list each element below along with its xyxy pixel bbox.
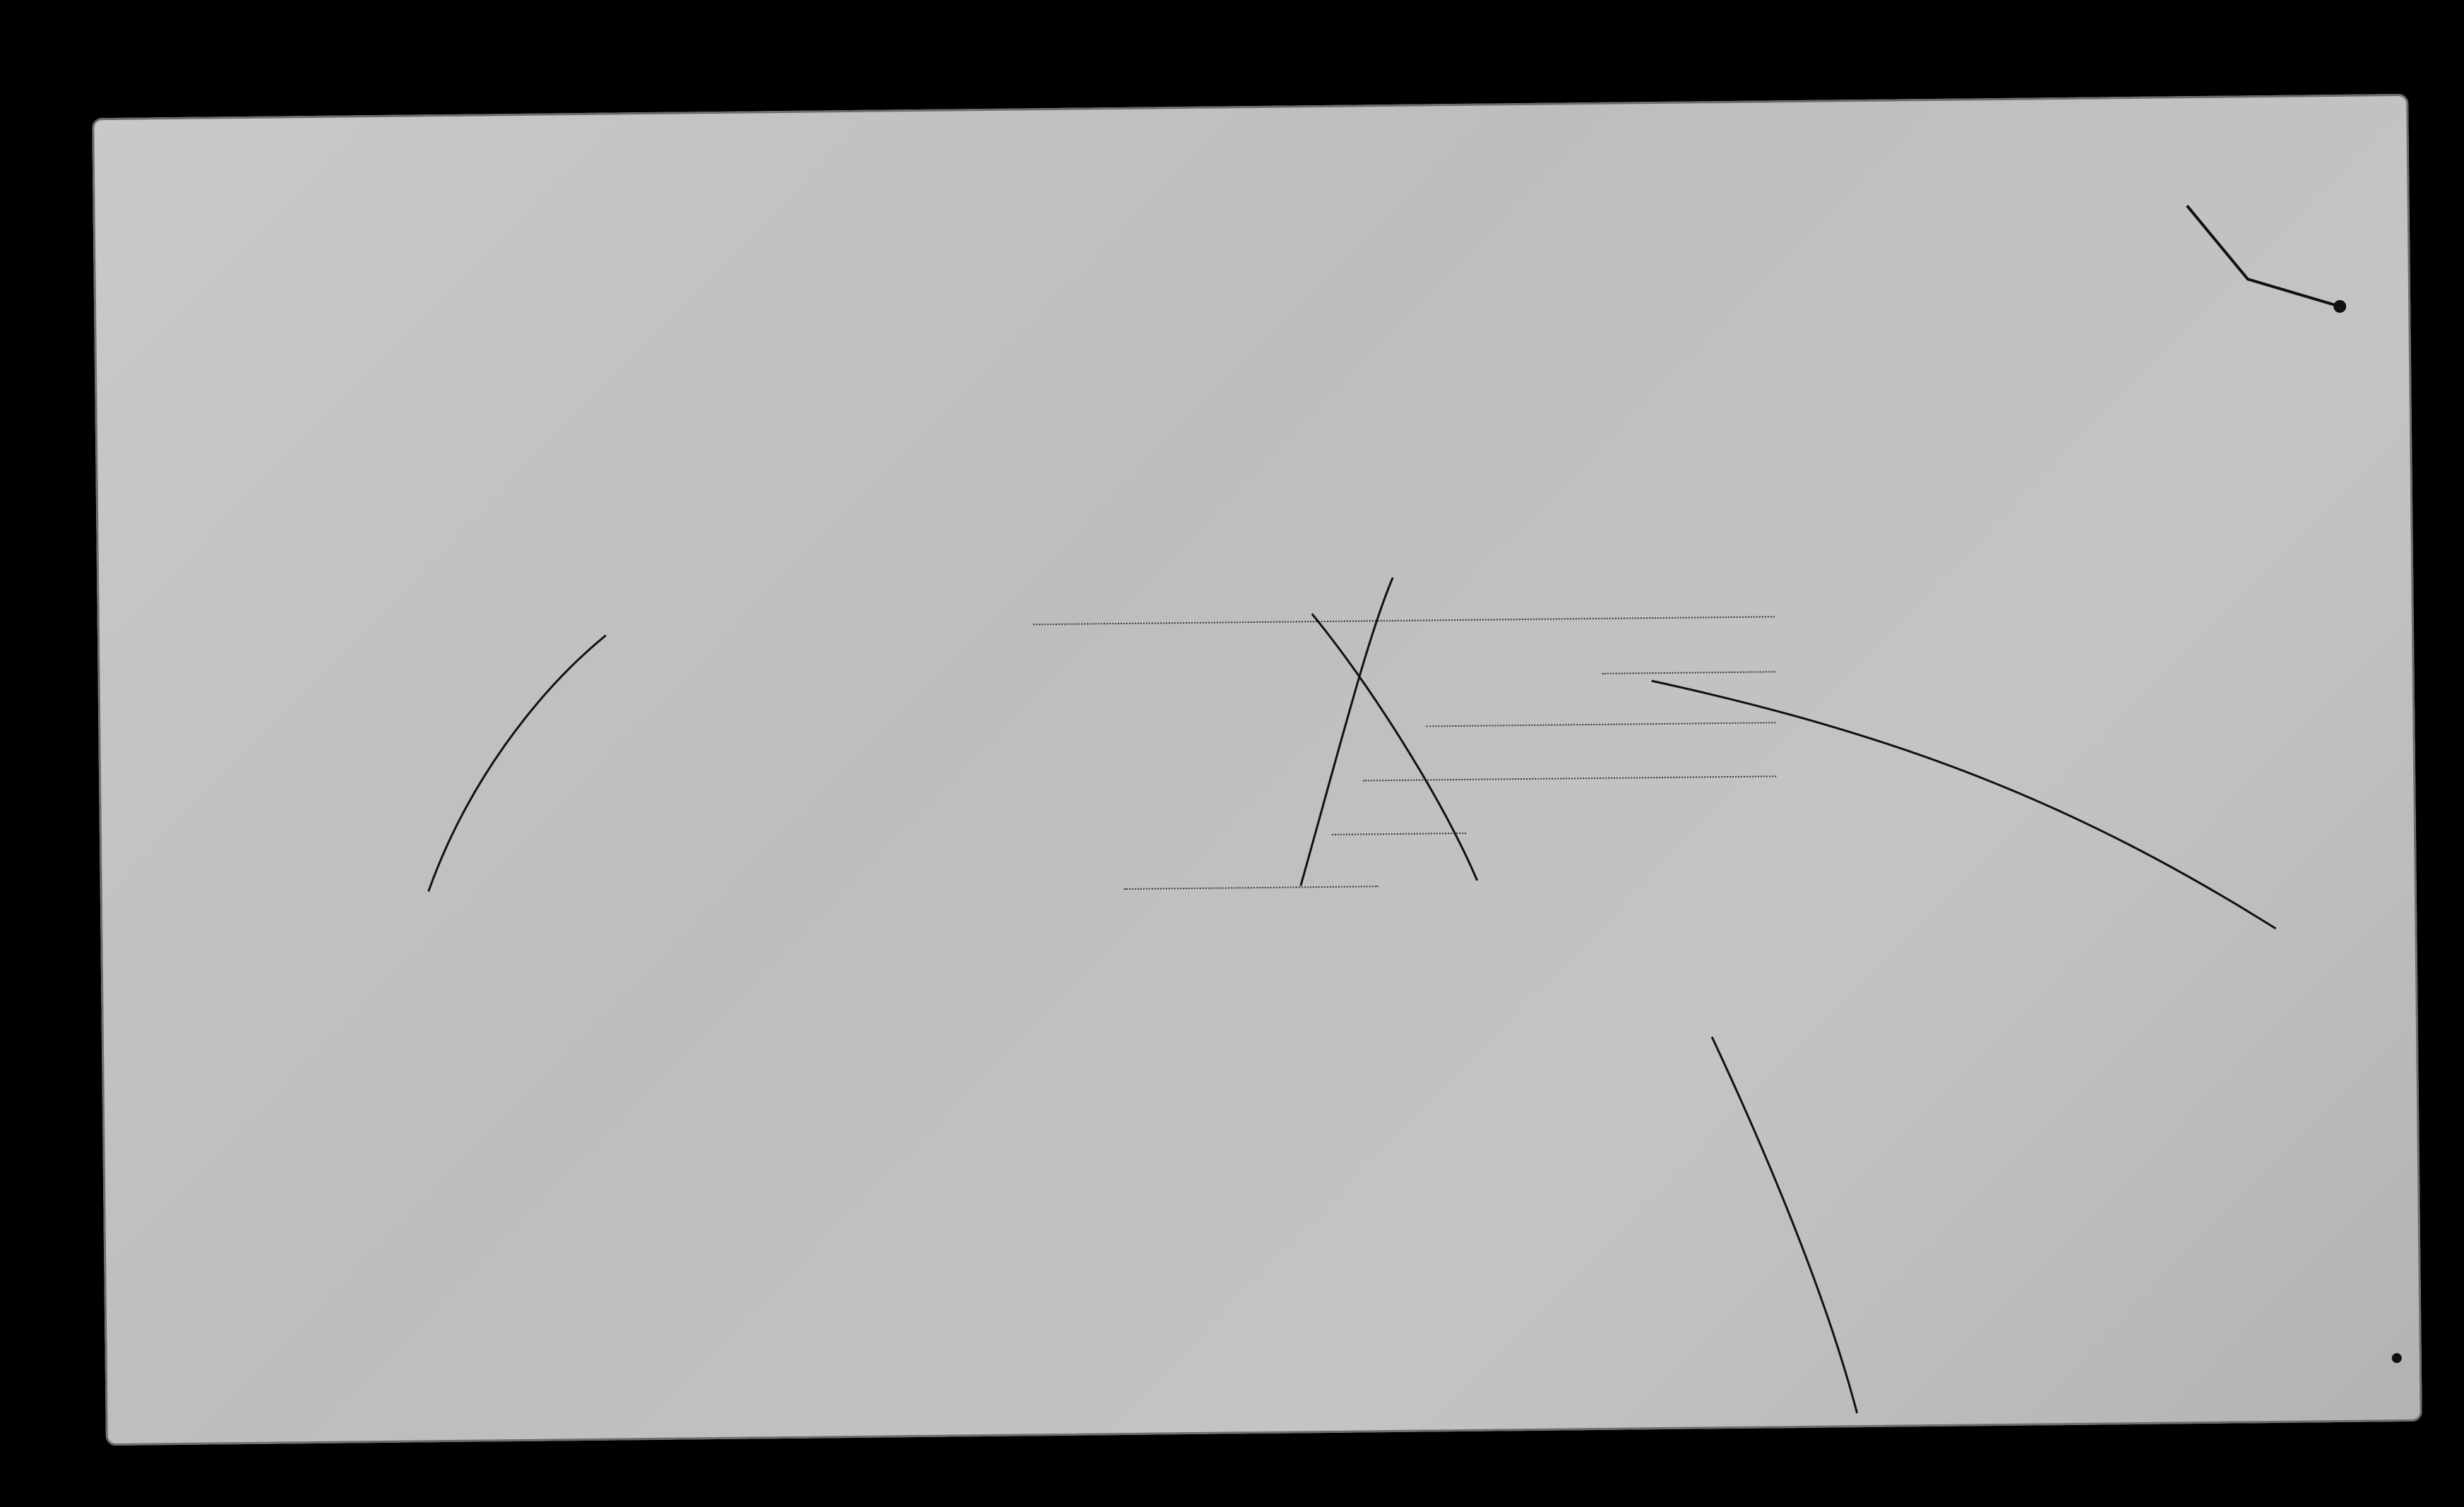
- pen-cross-2: [1312, 612, 1477, 882]
- pen-diagonal-top: [2187, 204, 2340, 308]
- pen-cross-1: [1297, 578, 1396, 886]
- pen-long-line: [1652, 674, 2276, 935]
- census-card: [92, 94, 2422, 1446]
- pen-strokes: [92, 94, 2422, 1446]
- pen-sdacha-line: [1712, 1035, 1857, 1414]
- pen-line-torg: [426, 636, 609, 892]
